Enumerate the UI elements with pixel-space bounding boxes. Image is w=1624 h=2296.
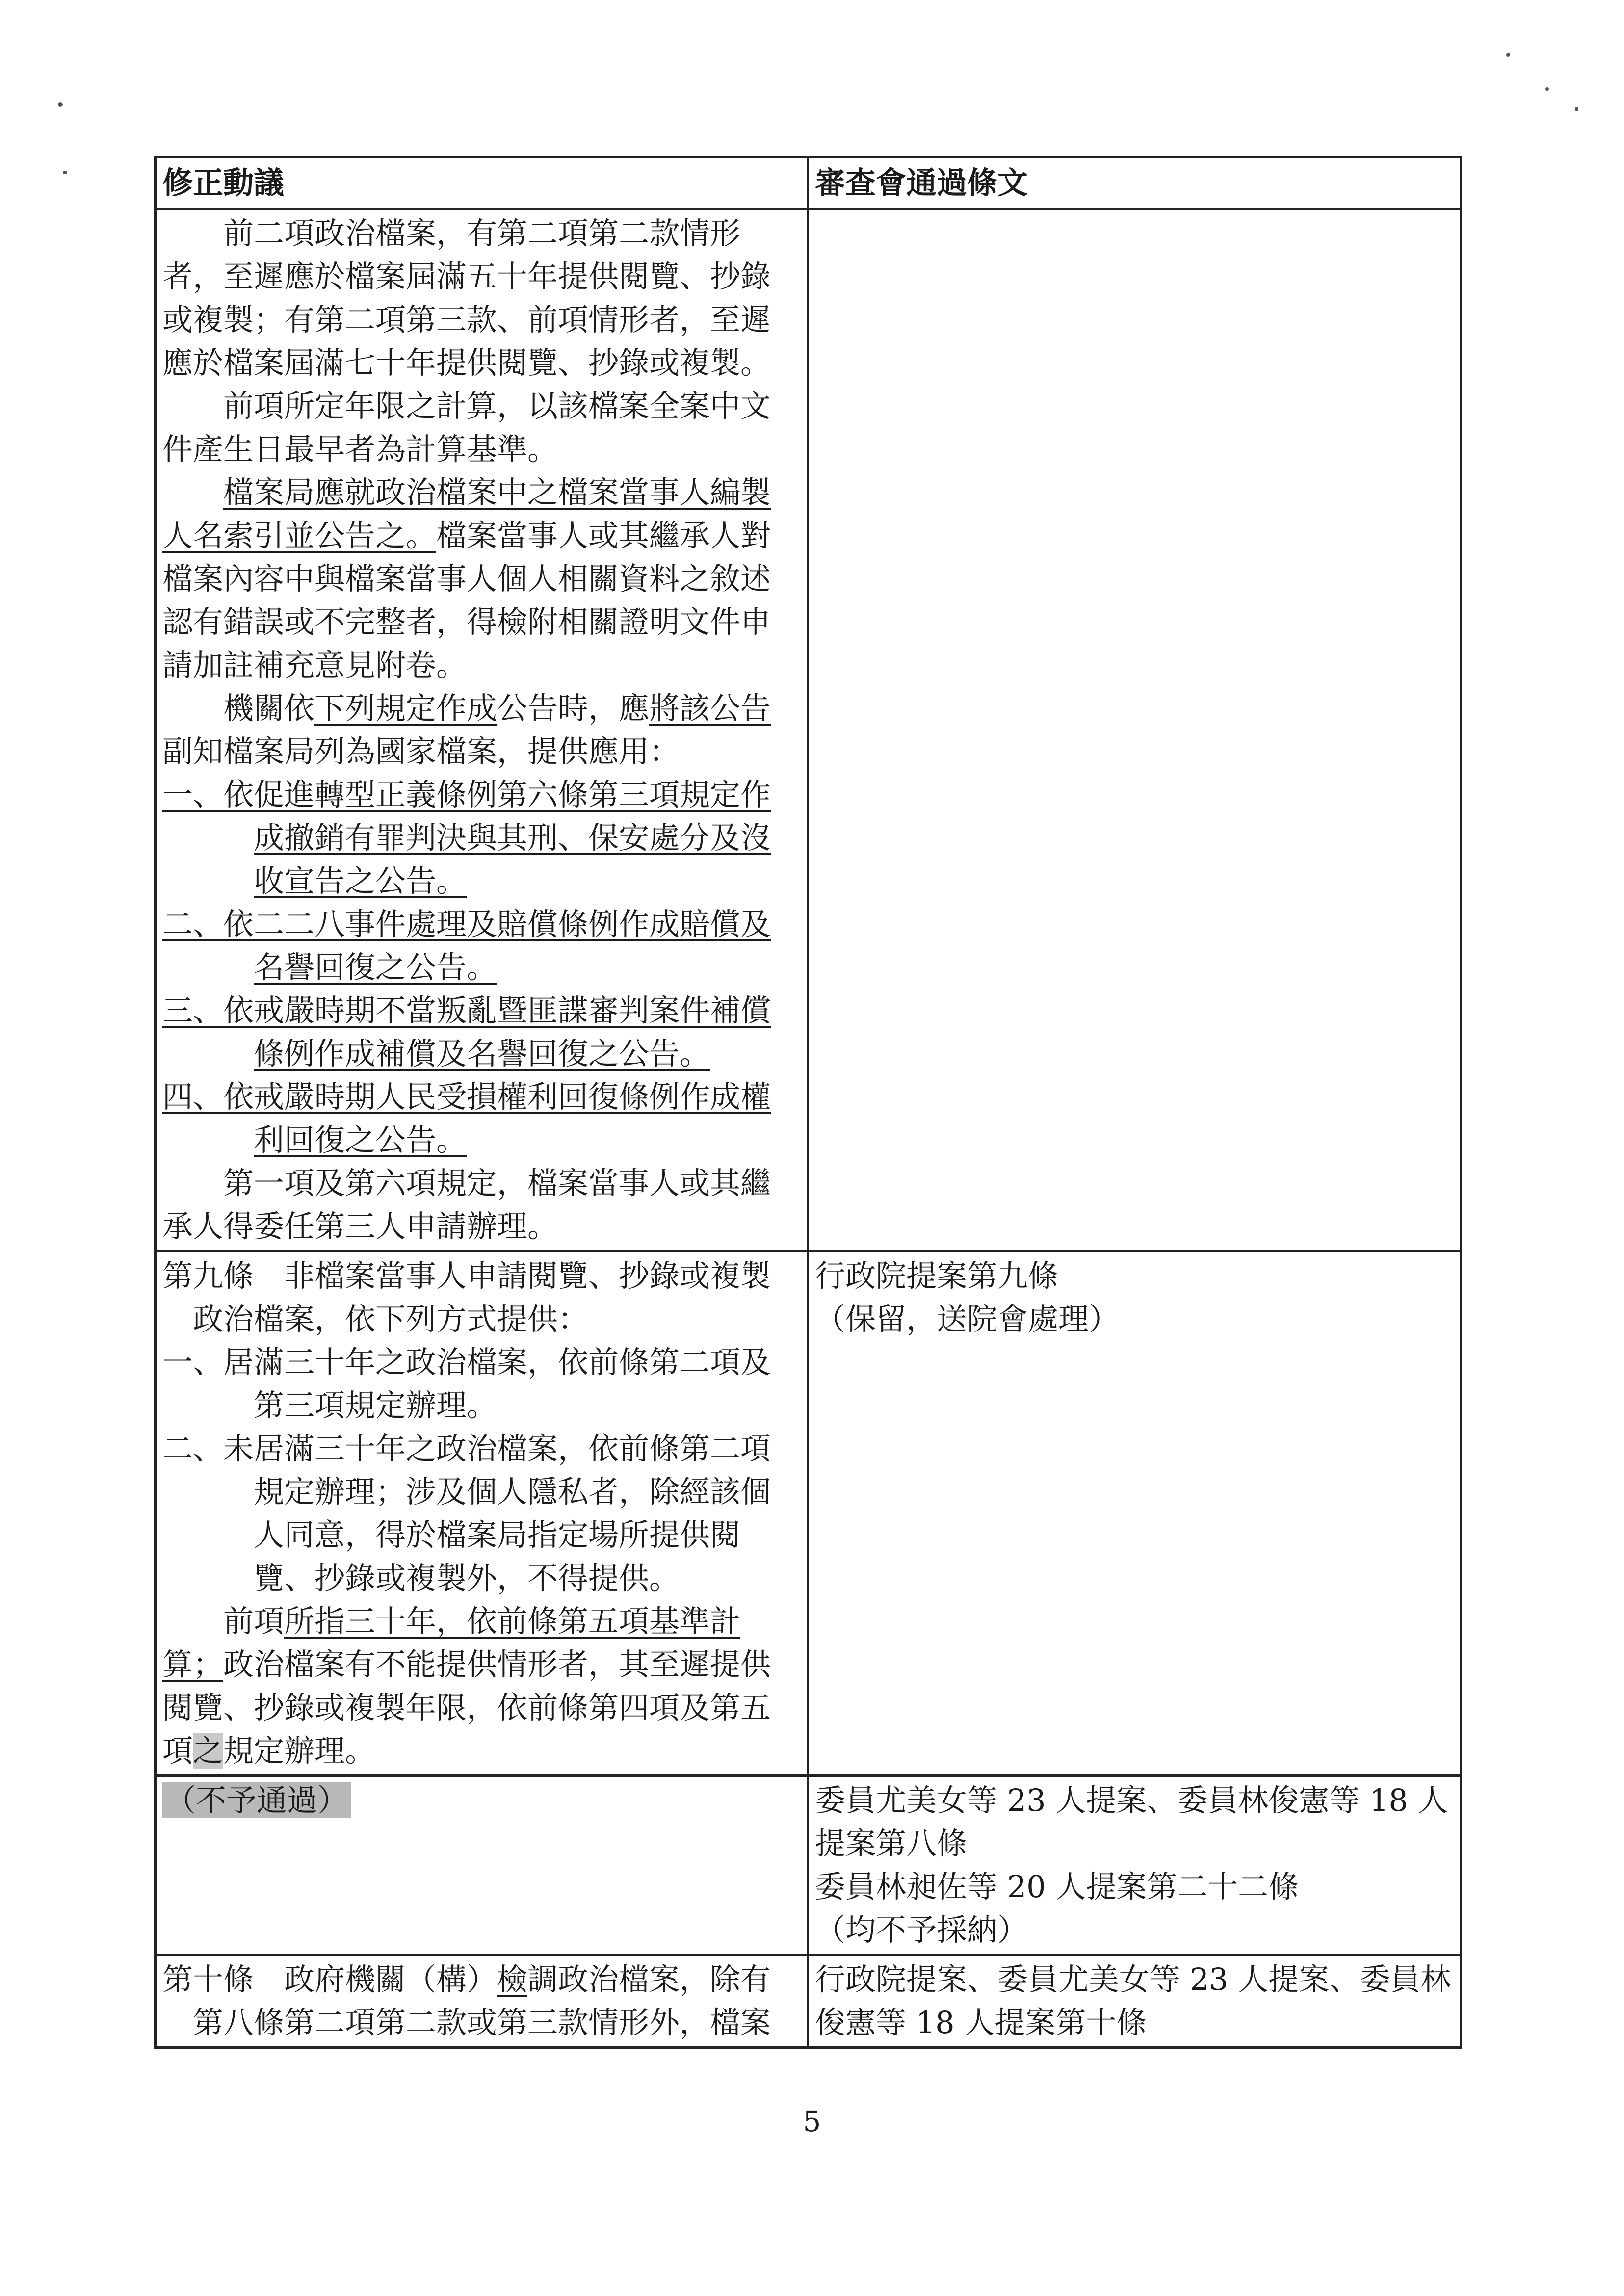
header-passed-text: 審查會通過條文	[808, 157, 1461, 209]
text: 政治檔案有不能提供情形者，其至遲提供閱覽、抄錄或複製年限，依前條第四項及第五項	[162, 1646, 771, 1769]
page-number: 5	[803, 2105, 821, 2138]
underlined-text: 檔案局應就政治檔案中之檔案當事人編製人名索引並公告之。	[162, 474, 771, 553]
proposal-line: 行政院提案、委員尤美女等 23 人提案、委員林俊憲等 18 人提案第十條	[815, 1961, 1451, 2040]
list-item: 一、依促進轉型正義條例第六條第三項規定作成撤銷有罪判決與其刑、保安處分及沒收宣告之公告。	[162, 777, 771, 899]
underlined-text: 將該公告	[649, 690, 771, 726]
comparison-table	[154, 156, 1462, 2049]
article-heading: 第九條 非檔案當事人申請閱覽、抄錄或複製政治檔案，依下列方式提供：	[162, 1258, 771, 1337]
list-item: 三、依戒嚴時期不當叛亂暨匪諜審判案件補償條例作成補償及名譽回復之公告。	[162, 992, 771, 1071]
paragraph	[162, 471, 801, 687]
passed-cell	[808, 1955, 1461, 2048]
paragraph	[162, 687, 801, 773]
paragraph	[162, 1600, 801, 1773]
motion-cell	[156, 1252, 808, 1776]
list-item: 二、未居滿三十年之政治檔案，依前條第二項規定辦理；涉及個人隱私者，除經該個人同意，得於檔案局指定場所提供閱覽、抄錄或複製外，不得提供。	[162, 1431, 771, 1596]
paragraph: 前二項政治檔案，有第二項第二款情形者，至遲應於檔案屆滿五十年提供閱覽、抄錄或複製；有第二項第三款、前項情形者，至遲應於檔案屆滿七十年提供閱覽、抄錄或複製。	[162, 215, 771, 381]
proposal-note: （均不予採納）	[815, 1912, 1028, 1948]
paragraph: 前項所定年限之計算，以該檔案全案中文件產生日最早者為計算基準。	[162, 388, 771, 467]
list-item: 四、依戒嚴時期人民受損權利回復條例作成權利回復之公告。	[162, 1079, 771, 1158]
row-article-8-continued	[156, 209, 1461, 1252]
scan-speck	[1545, 87, 1549, 91]
passed-cell	[808, 1776, 1461, 1955]
row-article-9	[156, 1252, 1461, 1776]
underlined-text: 檢	[497, 1961, 528, 1997]
proposal-line: 行政院提案第九條	[815, 1258, 1059, 1294]
row-not-passed	[156, 1776, 1461, 1955]
underlined-text: 下列規定作成	[314, 690, 498, 726]
scan-speck	[1506, 53, 1510, 57]
proposal-line: 委員林昶佐等 20 人提案第二十二條	[815, 1869, 1299, 1905]
paragraph: 第一項及第六項規定，檔案當事人或其繼承人得委任第三人申請辦理。	[162, 1165, 771, 1244]
header-row	[156, 157, 1461, 209]
header-motion: 修正動議	[156, 157, 808, 209]
not-passed-label: （不予通過）	[162, 1782, 351, 1818]
text: 公告時，應	[497, 690, 650, 726]
passed-cell	[808, 1252, 1461, 1776]
scan-speck	[63, 171, 67, 174]
row-article-10	[156, 1955, 1461, 2048]
scan-speck	[1575, 107, 1578, 111]
motion-cell	[156, 1955, 808, 2048]
motion-cell	[156, 209, 808, 1252]
passed-cell-empty	[808, 209, 1461, 1252]
text: 副知檔案局列為國家檔案，提供應用：	[162, 733, 680, 769]
list-item: 一、居滿三十年之政治檔案，依前條第二項及第三項規定辦理。	[162, 1344, 771, 1423]
proposal-line: 委員尤美女等 23 人提案、委員林俊憲等 18 人提案第八條	[815, 1782, 1448, 1861]
text: 調政治檔案，除有第八條第二項第二款或第三款情形外，檔案	[193, 1961, 771, 2040]
underlined-text: 所指三十年，依前條第五項基準計算；	[162, 1603, 741, 1682]
text: 第十條 政府機關（構）	[162, 1961, 498, 1997]
text: 檔案當事人或其繼承人對檔案內容中與檔案當事人個人相關資料之敘述認有錯誤或不完整者，得檢附相關證明文件申請加註補充意見附卷。	[162, 518, 771, 683]
text: 機關依	[223, 690, 315, 726]
proposal-note: （保留，送院會處理）	[815, 1301, 1120, 1337]
text: 規定辦理。	[223, 1733, 376, 1769]
motion-cell	[156, 1776, 808, 1955]
highlighted-text: 之	[193, 1733, 224, 1769]
article-heading	[162, 1958, 801, 2044]
scan-speck	[58, 102, 63, 107]
text: 前項	[223, 1603, 285, 1639]
list-item: 二、依二二八事件處理及賠償條例作成賠償及名譽回復之公告。	[162, 906, 771, 985]
